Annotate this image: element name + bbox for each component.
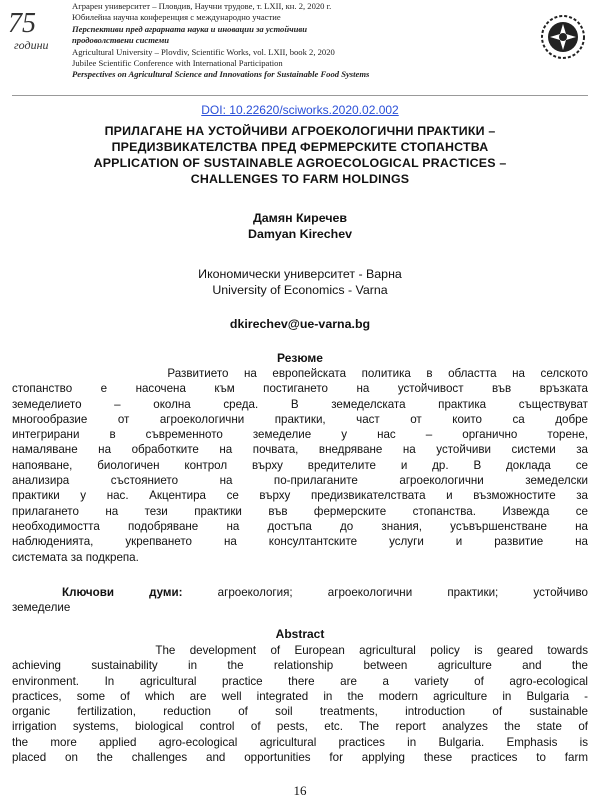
paper-title xyxy=(30,123,570,187)
title-line: ПРЕДИЗВИКАТЕЛСТВА ПРЕД ФЕРМЕРСКИТЕ СТОПАНСТВА xyxy=(111,140,489,154)
resume-line: системата за подкрепа. xyxy=(12,550,139,564)
resume-line: напояване, биологичен контрол върху вредителите и др. В доклада се xyxy=(12,458,588,472)
header-line: Перспективи пред аграрната наука и иновации за устойчиви xyxy=(72,23,308,34)
header-line: Юбилейна научна конференция с международно участие xyxy=(72,12,281,23)
resume-line: намаляване на обработките на почвата, внедряване на устойчиви системи за xyxy=(12,443,588,457)
keywords-line xyxy=(12,585,588,600)
resume-line: анализира състоянието на по-прилаганите агроекологични земеделски xyxy=(12,474,588,488)
keywords-label: Ключови думи: xyxy=(62,586,183,599)
resume-line: стопанство е насочена към постигането на устойчивост във връзката xyxy=(12,382,588,396)
header-line: продоволствени системи xyxy=(72,35,170,46)
title-line: CHALLENGES TO FARM HOLDINGS xyxy=(190,172,410,186)
header-line: Jubilee Scientific Conference with International Participation xyxy=(72,58,283,69)
abstract-line: organic fertilization, reduction of soil treatments, introduction of sustainable xyxy=(12,705,588,719)
resume-heading: Резюме xyxy=(277,351,323,365)
author-name-bg: Дамян Киречев xyxy=(252,211,348,225)
affiliation-en: University of Economics - Varna xyxy=(212,283,388,297)
title-line: APPLICATION OF SUSTAINABLE AGROECOLOGICAL PRACTICES – xyxy=(93,156,507,170)
resume-line: Развитието на европейската политика в областта на селското xyxy=(12,367,588,380)
resume-line: практики у нас. Акцентира се върху предизвикателствата и възможностите за xyxy=(12,489,588,503)
abstract-line: placed on the challenges and opportunities for applying these practices to farm xyxy=(12,751,588,765)
title-line: ПРИЛАГАНЕ НА УСТОЙЧИВИ АГРОЕКОЛОГИЧНИ ПРАКТИКИ – xyxy=(104,124,496,138)
resume-line: наблюденията, укрепването на консултантските услуги и развитие на xyxy=(12,535,588,549)
resume-line: многообразие от агроекологични практики, част от които са добре xyxy=(12,412,588,426)
resume-body xyxy=(12,366,588,565)
header-line: Аграрен университет – Пловдив, Научни трудове, т. LXII, кн. 2, 2020 г. xyxy=(72,1,332,11)
keywords-block xyxy=(12,585,588,616)
header-text xyxy=(72,1,542,81)
page-number: 16 xyxy=(293,783,307,798)
abstract-line: practices, some of which are well integrated in the modern agriculture in Bulgaria - xyxy=(12,689,588,703)
abstract-line: achieving sustainability in the relationship between agriculture and the xyxy=(12,659,588,673)
abstract-line: the more applied agro-ecological agricultural practices in Bulgaria. Emphasis is xyxy=(12,735,588,749)
anniversary-logo xyxy=(4,8,62,56)
header-line: Agricultural University – Plovdiv, Scientific Works, vol. LXII, book 2, 2020 xyxy=(72,46,335,57)
resume-line: прилагането на тези практики във фермерските стопанства. Извежда се xyxy=(12,504,588,518)
author-email[interactable]: dkirechev@ue-varna.bg xyxy=(229,317,371,331)
abstract-line: The development of European agricultural policy is geared towards xyxy=(12,644,588,657)
keywords-text: агроекология; агроекологични практики; устойчиво xyxy=(182,586,588,599)
abstract-line: environment. In agricultural practice there are a variety of agro-ecological xyxy=(12,674,588,688)
university-seal-icon xyxy=(540,14,586,60)
affiliation-bg: Икономически университет - Варна xyxy=(198,267,402,281)
doi-link[interactable]: DOI: 10.22620/sciworks.2020.02.002 xyxy=(201,103,399,117)
resume-line: интегрирани в съвременното земеделие у нас – органично торене, xyxy=(12,428,588,442)
abstract-heading: Abstract xyxy=(275,627,325,641)
journal-header xyxy=(0,0,600,92)
resume-line: необходимостта подобряване на достъпа до знания, усъвършенстване на xyxy=(12,519,588,533)
logo-word: години xyxy=(14,38,49,52)
logo-number: 75 xyxy=(8,8,36,39)
abstract-line: irrigation systems, biological control of pests, etc. The report analyzes the state of xyxy=(12,720,588,734)
header-line: Perspectives on Agricultural Science and Innovations for Sustainable Food Systems xyxy=(72,69,370,80)
author-name-en: Damyan Kirechev xyxy=(248,227,352,241)
header-divider xyxy=(12,95,588,96)
keywords-line: земеделие xyxy=(12,601,71,615)
resume-line: земеделието – околна среда. В земеделската практика съществуват xyxy=(12,397,588,411)
abstract-body xyxy=(12,643,588,765)
